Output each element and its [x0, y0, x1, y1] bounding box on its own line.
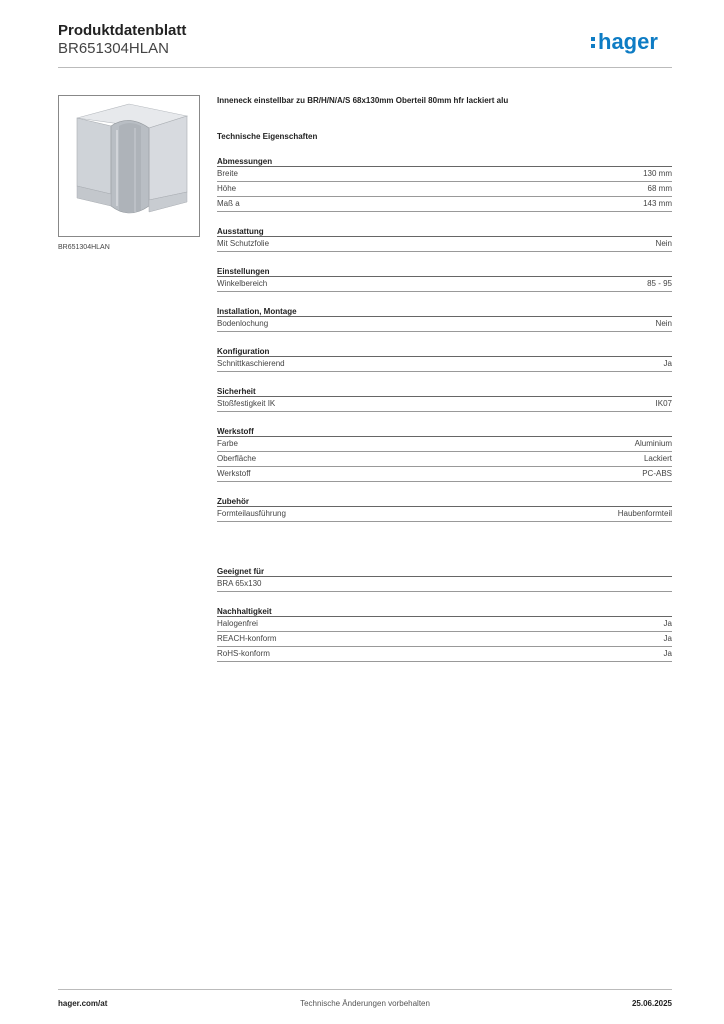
section-title: Einstellungen — [217, 266, 672, 277]
property-row — [217, 617, 672, 632]
property-label: Stoßfestigkeit IK — [217, 399, 276, 408]
property-value: 68 mm — [647, 184, 672, 193]
section-title: Sicherheit — [217, 386, 672, 397]
section-title: Nachhaltigkeit — [217, 606, 672, 617]
property-value: PC-ABS — [642, 469, 672, 478]
document-title: Produktdatenblatt — [58, 22, 187, 39]
property-label: Mit Schutzfolie — [217, 239, 270, 248]
property-row — [217, 182, 672, 197]
property-row — [217, 167, 672, 182]
property-label: Bodenlochung — [217, 319, 269, 328]
property-value: Haubenformteil — [617, 509, 672, 518]
property-label: BRA 65x130 — [217, 579, 262, 588]
technical-properties-heading: Technische Eigenschaften — [217, 132, 318, 141]
property-row — [217, 317, 672, 332]
property-row — [217, 507, 672, 522]
footer-disclaimer: Technische Änderungen vorbehalten — [300, 999, 430, 1008]
section-title: Ausstattung — [217, 226, 672, 237]
property-value: 143 mm — [643, 199, 672, 208]
footer-divider — [58, 989, 672, 990]
property-label: Winkelbereich — [217, 279, 268, 288]
spec-section — [217, 496, 672, 522]
property-label: Oberfläche — [217, 454, 257, 463]
property-value: Ja — [663, 634, 672, 643]
header-divider — [58, 67, 672, 68]
section-title: Abmessungen — [217, 156, 672, 167]
product-description: Inneneck einstellbar zu BR/H/N/A/S 68x130mm Oberteil 80mm hfr lackiert alu — [217, 96, 509, 105]
property-label: REACH-konform — [217, 634, 277, 643]
property-row — [217, 237, 672, 252]
logo-text: hager — [598, 29, 658, 54]
section-title: Konfiguration — [217, 346, 672, 357]
property-value: Aluminium — [634, 439, 672, 448]
spec-section — [217, 306, 672, 332]
property-value: Nein — [655, 239, 672, 248]
page-footer — [58, 999, 672, 1009]
section-title: Werkstoff — [217, 426, 672, 437]
image-caption: BR651304HLAN — [58, 244, 110, 251]
footer-website-link[interactable]: hager.com/at — [58, 999, 108, 1008]
article-number: BR651304HLAN — [58, 40, 169, 57]
property-label: Höhe — [217, 184, 237, 193]
inner-corner-illustration — [59, 96, 199, 236]
product-image — [58, 95, 200, 237]
hager-logo — [590, 24, 672, 58]
spec-section — [217, 266, 672, 292]
section-title: Geeignet für — [217, 566, 672, 577]
property-label: Maß a — [217, 199, 240, 208]
property-label: RoHS-konform — [217, 649, 270, 658]
property-row — [217, 632, 672, 647]
property-row — [217, 577, 672, 592]
section-title: Installation, Montage — [217, 306, 672, 317]
property-row — [217, 277, 672, 292]
suitable-for-section — [217, 566, 672, 592]
property-label: Werkstoff — [217, 469, 251, 478]
spec-section — [217, 156, 672, 212]
property-value: Ja — [663, 649, 672, 658]
property-label: Halogenfrei — [217, 619, 258, 628]
property-row — [217, 197, 672, 212]
property-value: IK07 — [655, 399, 672, 408]
property-label: Farbe — [217, 439, 238, 448]
property-label: Breite — [217, 169, 238, 178]
section-title: Zubehör — [217, 496, 672, 507]
spec-section — [217, 226, 672, 252]
sustainability-section — [217, 606, 672, 662]
property-value: 85 - 95 — [647, 279, 672, 288]
property-row — [217, 647, 672, 662]
technical-sections — [217, 156, 672, 522]
spec-section — [217, 346, 672, 372]
property-value: Ja — [663, 619, 672, 628]
product-details — [217, 95, 672, 662]
property-label: Schnittkaschierend — [217, 359, 285, 368]
property-label: Formteilausführung — [217, 509, 286, 518]
page-header — [58, 22, 672, 58]
footer-date: 25.06.2025 — [631, 999, 672, 1008]
property-value: Nein — [655, 319, 672, 328]
spec-section — [217, 426, 672, 482]
property-row — [217, 452, 672, 467]
property-row — [217, 437, 672, 452]
spec-section — [217, 386, 672, 412]
property-value: Lackiert — [643, 454, 672, 463]
property-row — [217, 467, 672, 482]
property-value: Ja — [663, 359, 672, 368]
property-row — [217, 357, 672, 372]
property-value: 130 mm — [643, 169, 672, 178]
property-row — [217, 397, 672, 412]
